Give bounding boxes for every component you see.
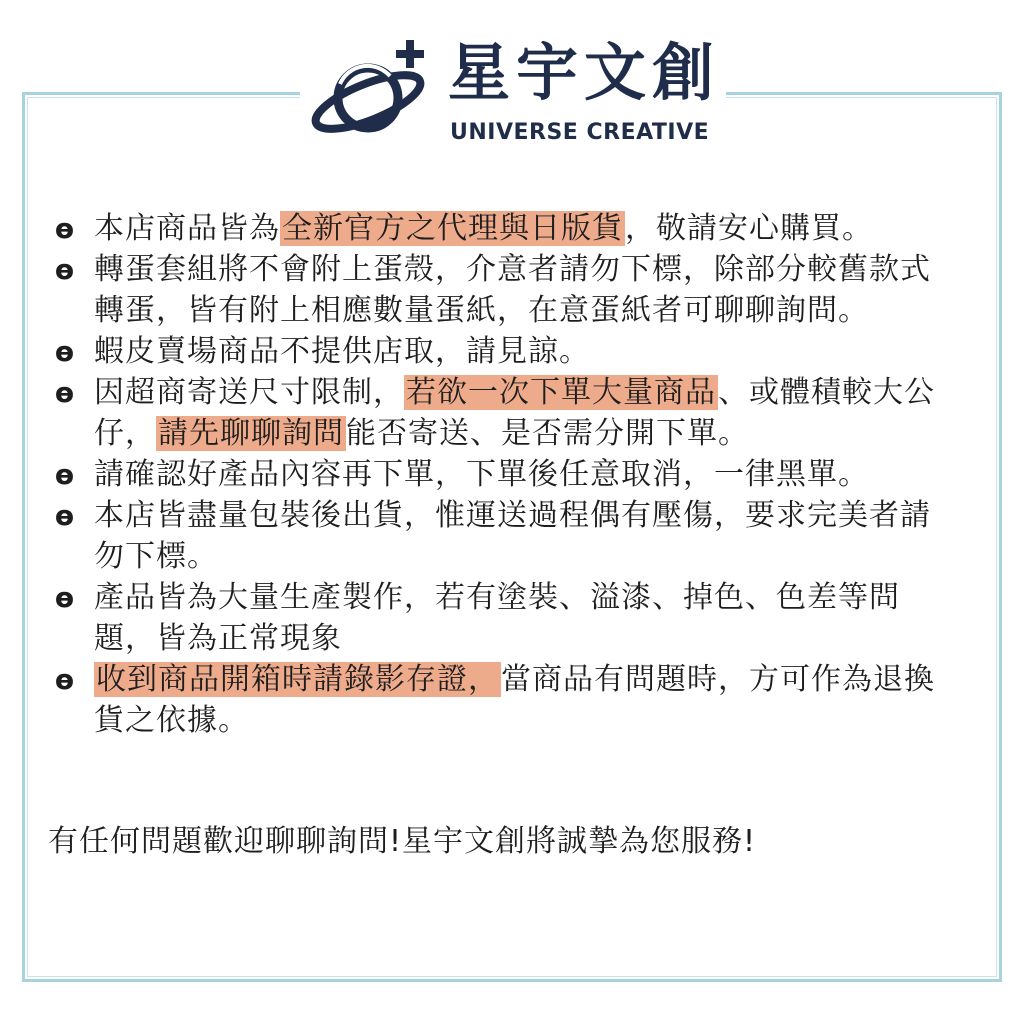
notice-highlight: 請先聊聊詢問: [158, 416, 344, 451]
notice-text: 當商品有問題時，方可作為退換貨之依據。: [94, 662, 935, 738]
bullet-icon: ө: [54, 376, 76, 409]
notice-text: 蝦皮賣場商品不提供店取，請見諒。: [94, 334, 590, 369]
brand-logo: [300, 30, 726, 158]
notice-item: [50, 331, 950, 372]
notice-text: 能否寄送、是否需分開下單。: [346, 416, 749, 451]
notice-item: [50, 495, 950, 577]
bullet-icon: ө: [54, 335, 76, 368]
bullet-icon: ө: [54, 663, 76, 696]
bullet-icon: ө: [54, 581, 76, 614]
notice-text: 轉蛋套組將不會附上蛋殼，介意者請勿下標，除部分較舊款式轉蛋，皆有附上相應數量蛋紙，在意蛋紙者可聊聊詢問。: [94, 252, 931, 328]
notice-highlight: 若欲一次下單大量商品: [406, 375, 716, 410]
planet-icon: [310, 36, 440, 146]
brand-title: 星宇文創: [448, 36, 721, 109]
notice-text: 請確認好產品內容再下單，下單後任意取消，一律黑單。: [94, 457, 869, 492]
bullet-icon: ө: [54, 212, 76, 245]
notice-highlight: 全新官方之代理與日版貨: [282, 211, 623, 246]
notice-text: 、或體積較大公仔，: [94, 375, 935, 451]
notice-highlight: 收到商品開箱時請錄影存證，: [96, 662, 499, 697]
notice-item: [50, 249, 950, 331]
notice-text: 因超商寄送尺寸限制，: [94, 375, 404, 410]
notice-text: ，敬請安心購買。: [625, 211, 873, 246]
notice-item: [50, 577, 950, 659]
brand-subtitle: UNIVERSE CREATIVE: [450, 120, 710, 145]
bullet-icon: ө: [54, 458, 76, 491]
notice-item: [50, 454, 950, 495]
notice-item: [50, 208, 950, 249]
notice-item: [50, 372, 950, 454]
closing-message: 有任何問題歡迎聊聊詢問!星宇文創將誠摯為您服務!: [48, 824, 757, 859]
bullet-icon: ө: [54, 499, 76, 532]
bullet-icon: ө: [54, 253, 76, 286]
notice-text: 本店商品皆為: [94, 211, 280, 246]
notice-text: 產品皆為大量生產製作，若有塗裝、溢漆、掉色、色差等問題，皆為正常現象: [94, 580, 900, 656]
notice-item: [50, 659, 950, 741]
notice-text: 本店皆盡量包裝後出貨，惟運送過程偶有壓傷，要求完美者請勿下標。: [94, 498, 931, 574]
notice-list: [50, 208, 950, 741]
